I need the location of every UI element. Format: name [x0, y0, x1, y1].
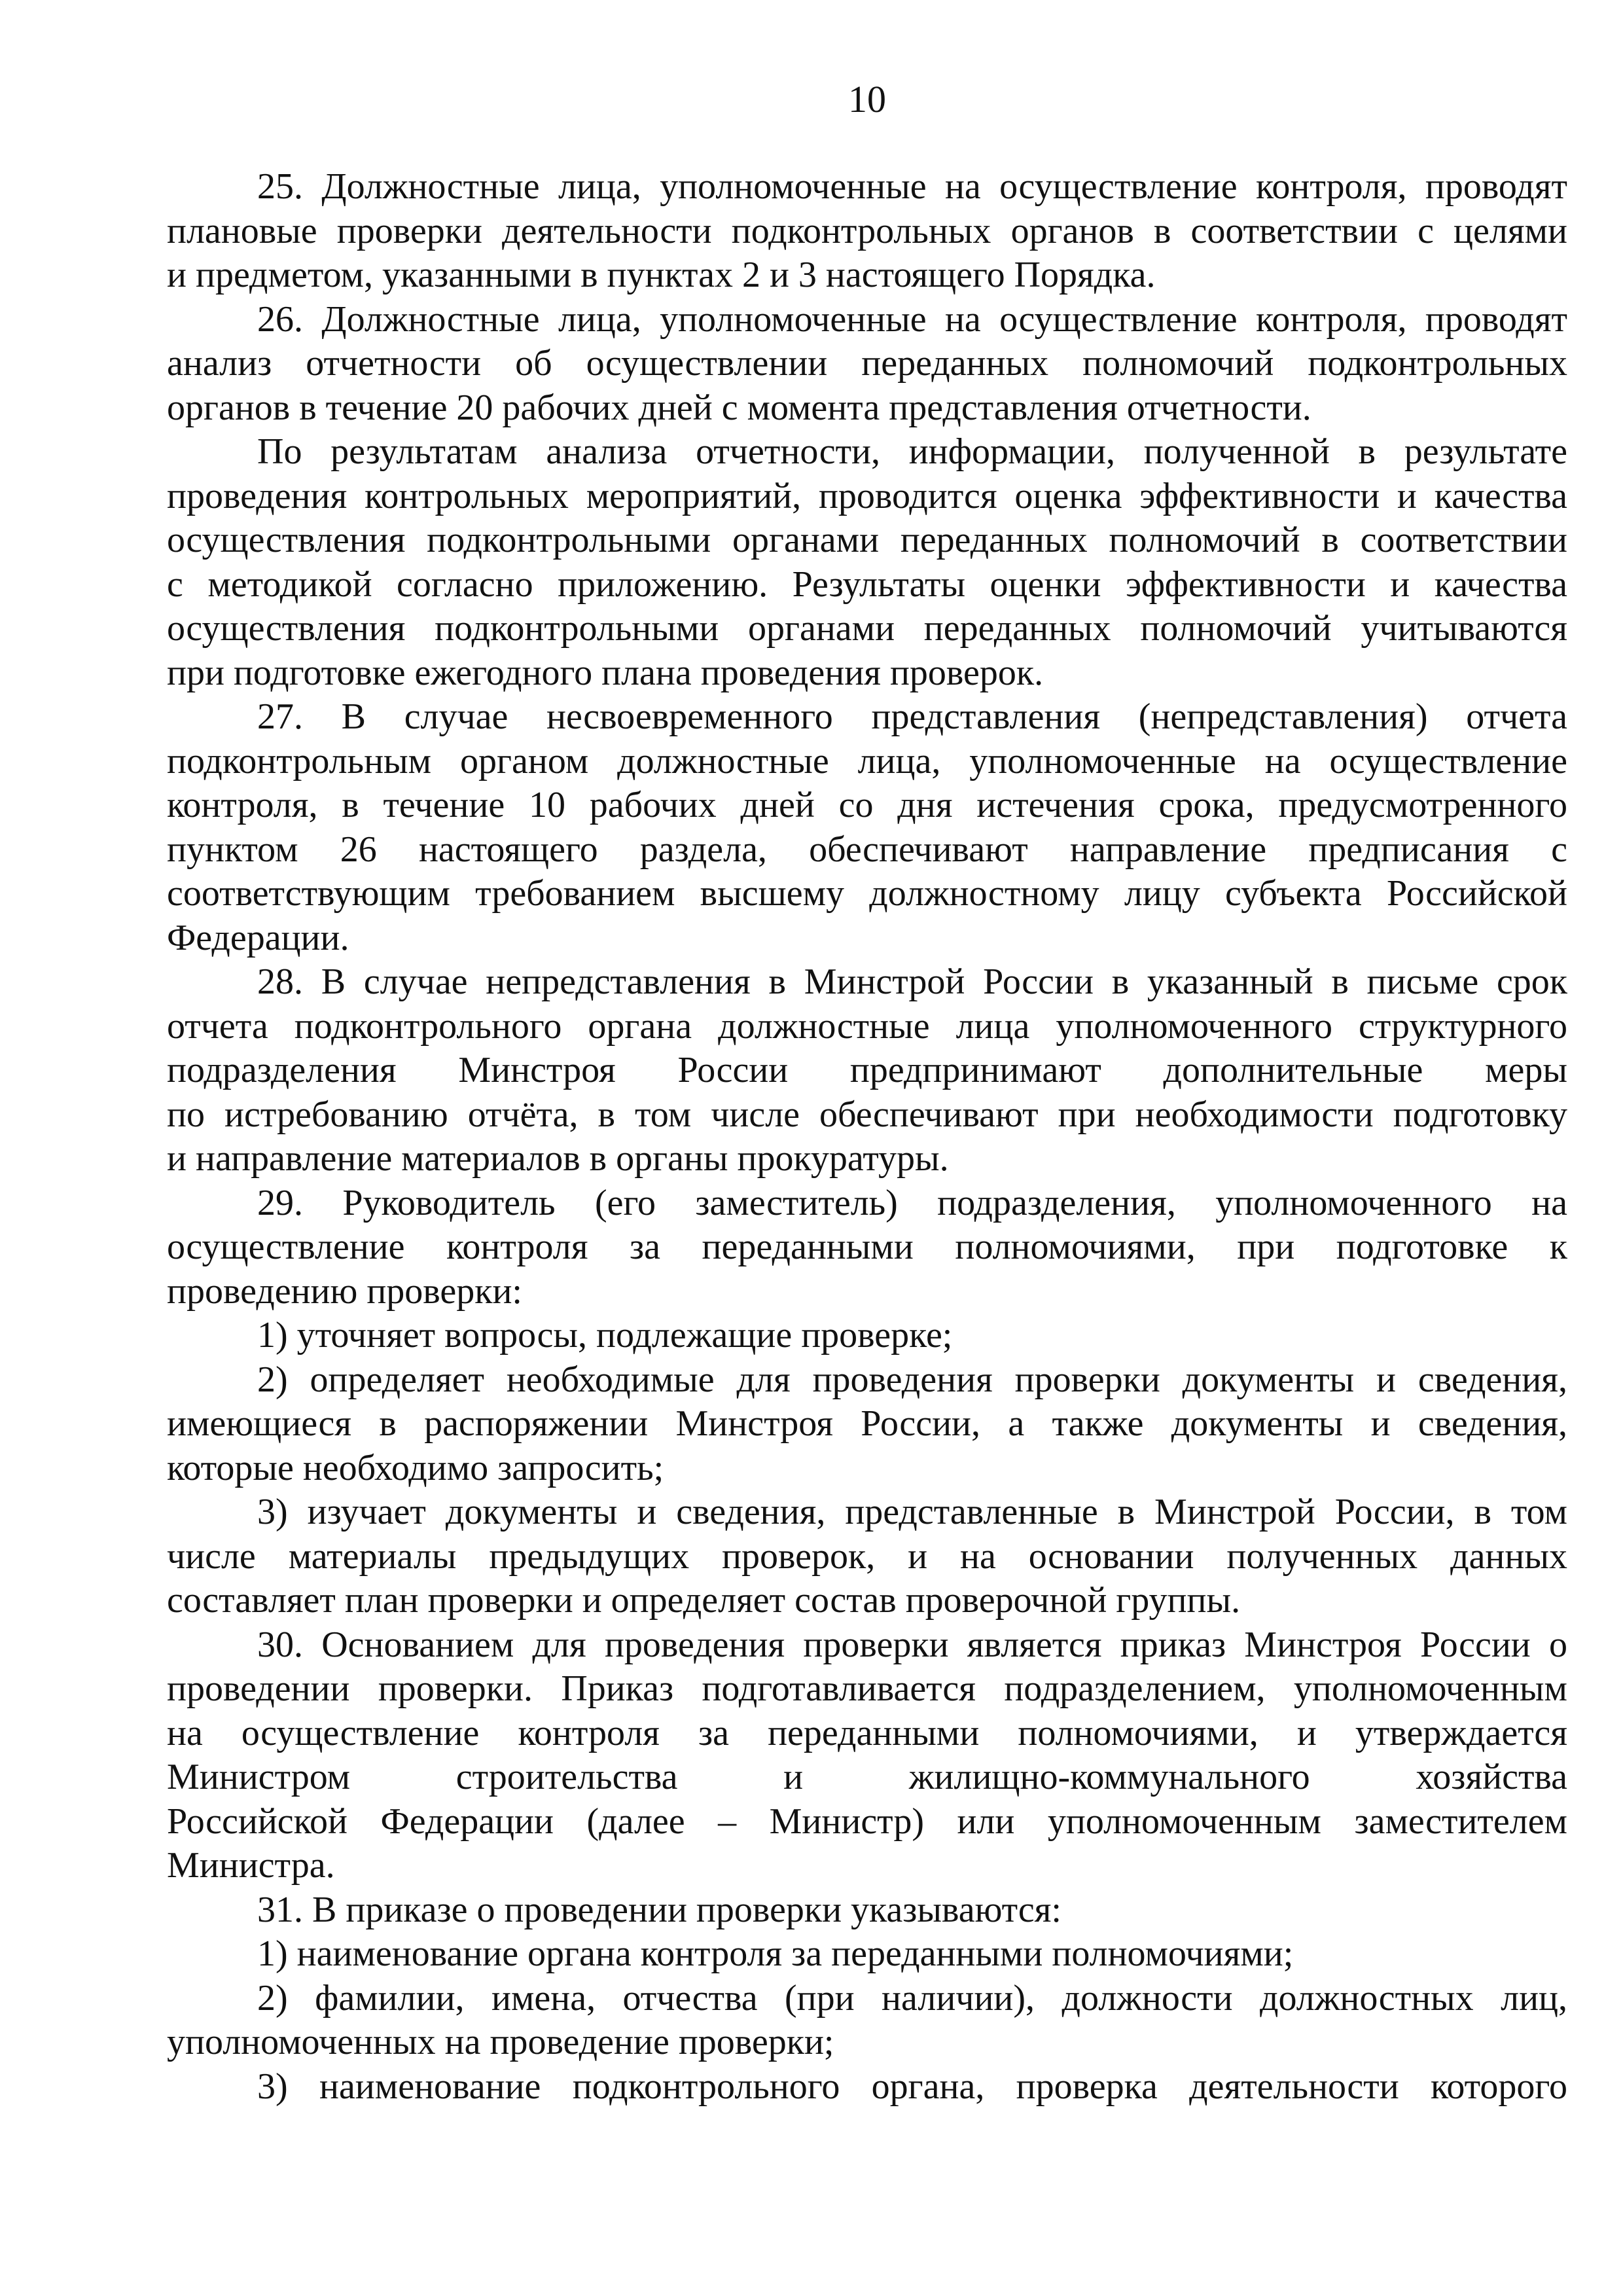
text-line: 1) уточняет вопросы, подлежащие проверке; — [257, 1315, 953, 1355]
text-line: органов в течение 20 рабочих дней с момента представления отчетности. — [167, 387, 1311, 428]
text-line: 31. В приказе о проведении проверки указываются: — [257, 1889, 1061, 1930]
text-line: 3) наименование подконтрольного органа, проверка деятельности которого — [257, 2066, 1567, 2107]
text-line: проведении проверки. Приказ подготавливается подразделением, уполномоченным — [167, 1668, 1567, 1709]
paragraph — [167, 960, 1567, 1181]
text-line: 25. Должностные лица, уполномоченные на осуществление контроля, проводят — [257, 166, 1567, 207]
text-line: 30. Основанием для проведения проверки является приказ Минстроя России о — [257, 1624, 1567, 1665]
text-line: уполномоченных на проведение проверки; — [167, 2022, 834, 2062]
paragraph — [167, 2065, 1567, 2109]
paragraph — [167, 1977, 1567, 2065]
paragraph — [167, 1932, 1567, 1977]
paragraph — [167, 1358, 1567, 1491]
text-line: проведению проверки: — [167, 1270, 522, 1312]
text-line: 27. В случае несвоевременного представления (непредставления) отчета — [257, 696, 1567, 737]
text-line: анализ отчетности об осуществлении переданных полномочий подконтрольных — [167, 343, 1567, 384]
text-line: с методикой согласно приложению. Результаты оценки эффективности и качества — [167, 564, 1567, 605]
text-line: пунктом 26 настоящего раздела, обеспечивают направление предписания с — [167, 829, 1567, 870]
text-line: отчета подконтрольного органа должностные лица уполномоченного структурного — [167, 1005, 1567, 1047]
text-line: составляет план проверки и определяет состав проверочной группы. — [167, 1580, 1241, 1621]
paragraph — [167, 695, 1567, 960]
text-line: Министра. — [167, 1845, 335, 1886]
text-line: числе материалы предыдущих проверок, и на основании полученных данных — [167, 1535, 1567, 1577]
text-line: Федерации. — [167, 917, 349, 958]
text-line: 26. Должностные лица, уполномоченные на осуществление контроля, проводят — [257, 298, 1567, 340]
paragraph — [167, 1314, 1567, 1358]
text-line: Российской Федерации (далее – Министр) или уполномоченным заместителем — [167, 1801, 1567, 1842]
paragraph — [167, 1490, 1567, 1623]
text-line: при подготовке ежегодного плана проведения проверок. — [167, 652, 1044, 693]
text-line: проведения контрольных мероприятий, проводится оценка эффективности и качества — [167, 475, 1567, 516]
text-line: и направление материалов в органы прокуратуры. — [167, 1138, 949, 1179]
text-line: 2) фамилии, имена, отчества (при наличии), должности должностных лиц, — [257, 1977, 1567, 2018]
text-line: осуществления подконтрольными органами переданных полномочий в соответствии — [167, 520, 1567, 560]
page-number: 10 — [848, 78, 886, 120]
text-line: 1) наименование органа контроля за переданными полномочиями; — [257, 1933, 1294, 1974]
text-line: на осуществление контроля за переданными полномочиями, и утверждается — [167, 1712, 1567, 1753]
text-line: подконтрольным органом должностные лица, уполномоченные на осуществление — [167, 740, 1567, 781]
text-line: которые необходимо запросить; — [167, 1447, 664, 1488]
paragraph — [167, 1623, 1567, 1888]
text-line: имеющиеся в распоряжении Минстроя России, а также документы и сведения, — [167, 1403, 1567, 1444]
text-line: соответствующим требованием высшему должностному лицу субъекта Российской — [167, 873, 1567, 914]
text-line: и предметом, указанными в пунктах 2 и 3 настоящего Порядка. — [167, 255, 1156, 295]
paragraph — [167, 165, 1567, 298]
text-line: Министром строительства и жилищно-коммунального хозяйства — [167, 1757, 1567, 1797]
paragraph — [167, 298, 1567, 431]
text-line: осуществления подконтрольными органами переданных полномочий учитываются — [167, 608, 1567, 649]
text-line: осуществление контроля за переданными полномочиями, при подготовке к — [167, 1227, 1567, 1267]
text-line: по истребованию отчёта, в том числе обеспечивают при необходимости подготовку — [167, 1094, 1567, 1135]
text-line: По результатам анализа отчетности, информации, полученной в результате — [257, 431, 1567, 472]
text-line: контроля, в течение 10 рабочих дней со дня истечения срока, предусмотренного — [167, 785, 1567, 825]
text-line: подразделения Минстроя России предпринимают дополнительные меры — [167, 1050, 1567, 1090]
text-line: 29. Руководитель (его заместитель) подразделения, уполномоченного на — [257, 1182, 1567, 1223]
paragraph — [167, 1888, 1567, 1933]
paragraph — [167, 1181, 1567, 1314]
paragraph — [167, 430, 1567, 695]
text-line: плановые проверки деятельности подконтрольных органов в соответствии с целями — [167, 210, 1567, 251]
text-line: 3) изучает документы и сведения, представленные в Минстрой России, в том — [257, 1492, 1567, 1532]
text-line: 2) определяет необходимые для проведения проверки документы и сведения, — [257, 1359, 1567, 1400]
document-body — [167, 165, 1567, 2109]
text-line: 28. В случае непредставления в Минстрой России в указанный в письме срок — [257, 961, 1567, 1002]
